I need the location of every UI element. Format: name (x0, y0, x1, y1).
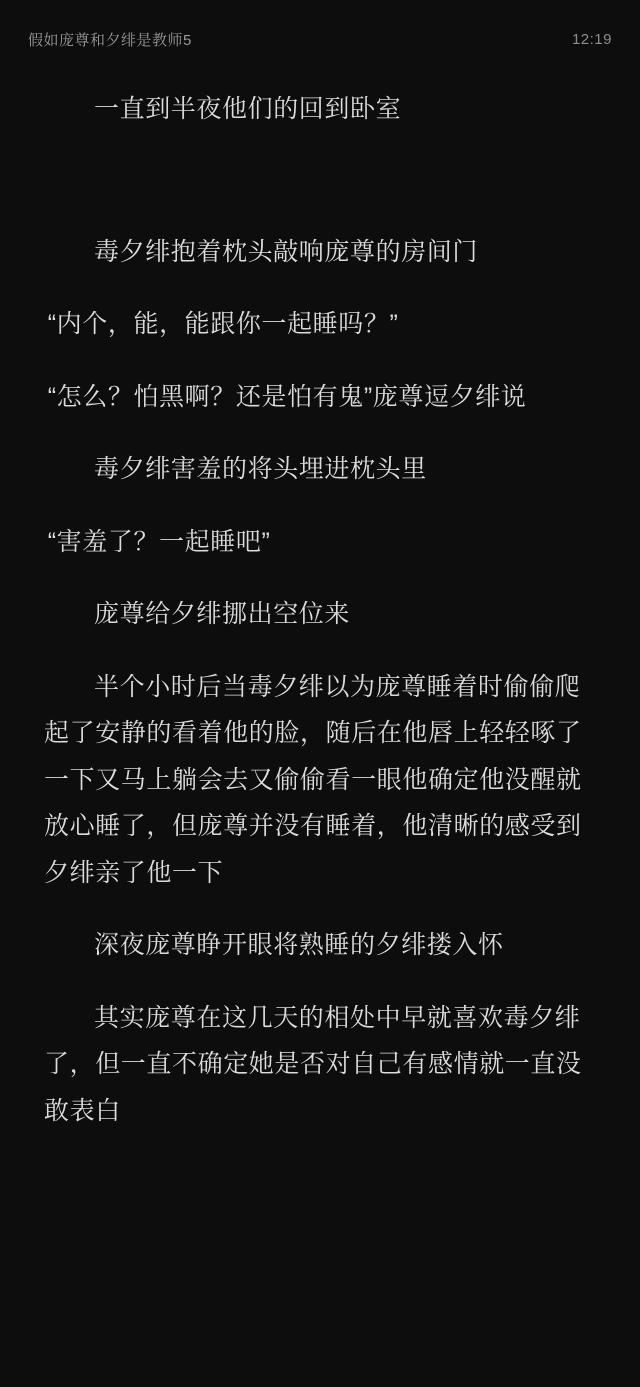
paragraph: “怎么？怕黑啊？还是怕有鬼”庞尊逗夕绯说 (47, 382, 527, 411)
document-title: 假如庞尊和夕绯是教师5 (28, 31, 192, 49)
paragraph: 一直到半夜他们的回到卧室 (94, 95, 402, 123)
paragraph: “内个，能，能跟你一起睡吗？” (47, 310, 399, 338)
paragraph: 其实庞尊在这几天的相处中早就喜欢毒夕绯了，但一直不确定她是否对自己有感情就一直没敢表白 (44, 1003, 582, 1125)
paragraph: 深夜庞尊睁开眼将熟睡的夕绯搂入怀 (94, 931, 504, 959)
status-bar (0, 0, 640, 60)
paragraph: “害羞了？一起睡吧” (47, 527, 271, 556)
paragraph: 毒夕绯抱着枕头敲响庞尊的房间门 (94, 237, 479, 266)
paragraph: 庞尊给夕绯挪出空位来 (94, 600, 351, 628)
status-clock: 12:19 (571, 30, 612, 48)
document-body (0, 60, 640, 1387)
paragraph: 半个小时后当毒夕绯以为庞尊睡着时偷偷爬起了安静的看着他的脸，随后在他唇上轻轻啄了一下又马上躺会去又偷偷看一眼他确定他没醒就放心睡了，但庞尊并没有睡着，他清晰的感受到夕绯亲了他一下 (44, 672, 582, 887)
paragraph: 毒夕绯害羞的将头埋进枕头里 (94, 455, 427, 483)
